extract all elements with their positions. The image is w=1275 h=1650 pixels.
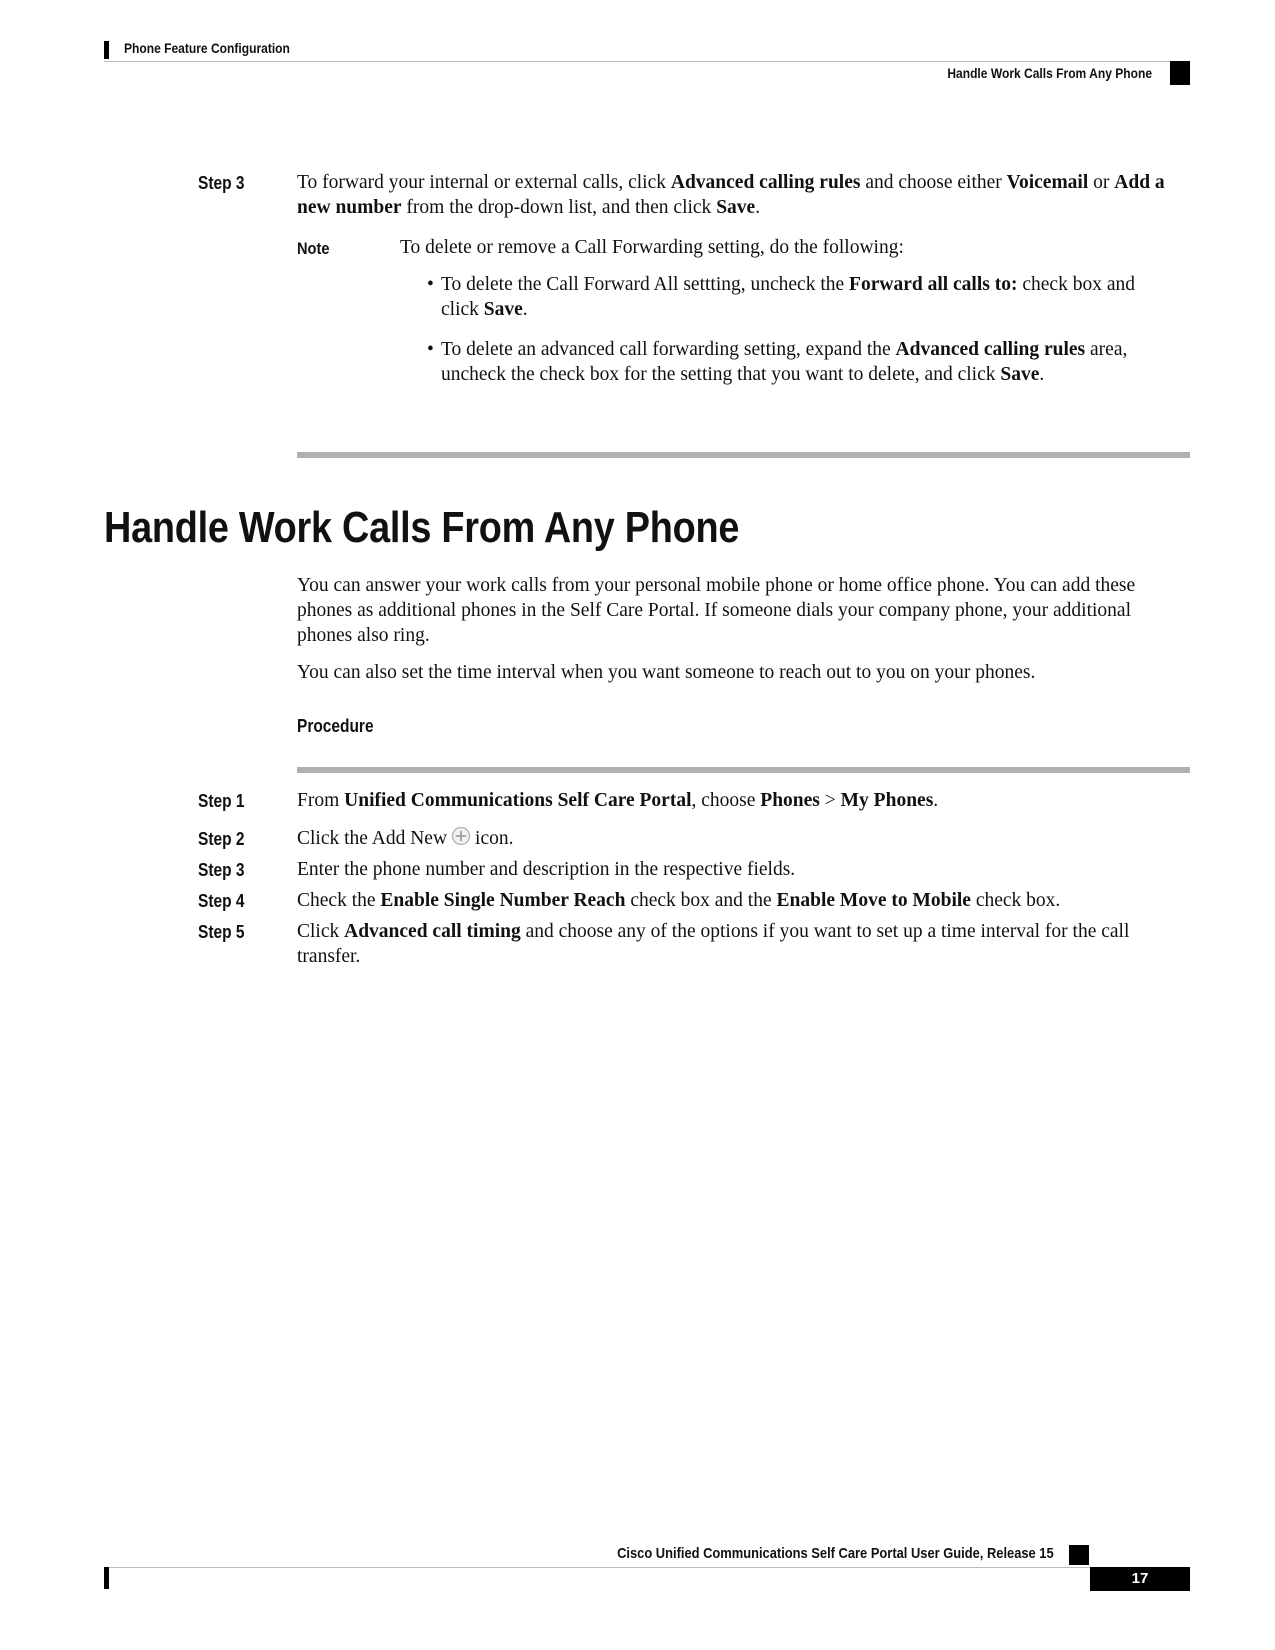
list-item: • To delete the Call Forward All settting, uncheck the Forward all calls to: check box and click Save. — [427, 274, 1135, 320]
header-rule — [104, 61, 1190, 62]
step-label: Step 4 — [198, 891, 245, 911]
footer-guide-title: Cisco Unified Communications Self Care Portal User Guide, Release 15 — [617, 1545, 1054, 1562]
section-divider — [297, 452, 1190, 458]
list-item: • To delete an advanced call forwarding setting, expand the Advanced calling rules area, uncheck the check box for the setting that you want to delete, and click Save. — [427, 339, 1128, 385]
header-left-bar — [104, 41, 109, 59]
procedure-heading: Procedure — [297, 716, 374, 736]
footer-block — [1069, 1545, 1089, 1565]
step-label: Step 2 — [198, 829, 245, 849]
step-text: Click the Add New icon. — [297, 826, 1190, 853]
step-text: Check the Enable Single Number Reach check box and the Enable Move to Mobile check box. — [297, 890, 1061, 911]
header-section-title: Handle Work Calls From Any Phone — [947, 65, 1152, 81]
footer-left-bar — [104, 1567, 109, 1589]
step-label: Step 5 — [198, 922, 245, 942]
step-text: To forward your internal or external calls, click Advanced calling rules and choose either Voicemail or Add a new number from the drop-down list, and then click Save. — [297, 172, 1165, 218]
header-right-block — [1170, 61, 1190, 85]
page-title: Handle Work Calls From Any Phone — [104, 503, 740, 552]
footer-rule — [104, 1567, 1090, 1568]
page-number: 17 — [1090, 1567, 1190, 1591]
bullet-glyph: • — [427, 274, 434, 295]
step-text: Click Advanced call timing and choose any of the options if you want to set up a time interval for the call transfer. — [297, 921, 1130, 967]
procedure-divider — [297, 767, 1190, 773]
step-text: From Unified Communications Self Care Portal, choose Phones > My Phones. — [297, 790, 939, 811]
step-label: Step 3 — [198, 173, 245, 193]
step-text: Enter the phone number and description in the respective fields. — [297, 859, 796, 880]
intro-paragraph: You can also set the time interval when you want someone to reach out to you on your phones. — [297, 662, 1036, 683]
step-label: Step 3 — [198, 860, 245, 880]
intro-paragraph: You can answer your work calls from your personal mobile phone or home office phone. You can add these phones as additional phones in the Self Care Portal. If someone dials your company phone, your additional phones also ring. — [297, 575, 1136, 646]
add-circle-icon — [451, 826, 471, 853]
bullet-glyph: • — [427, 339, 434, 360]
step-label: Step 1 — [198, 791, 245, 811]
header-chapter-title: Phone Feature Configuration — [124, 40, 290, 56]
note-label: Note — [297, 239, 330, 258]
note-text: To delete or remove a Call Forwarding setting, do the following: — [400, 237, 904, 258]
